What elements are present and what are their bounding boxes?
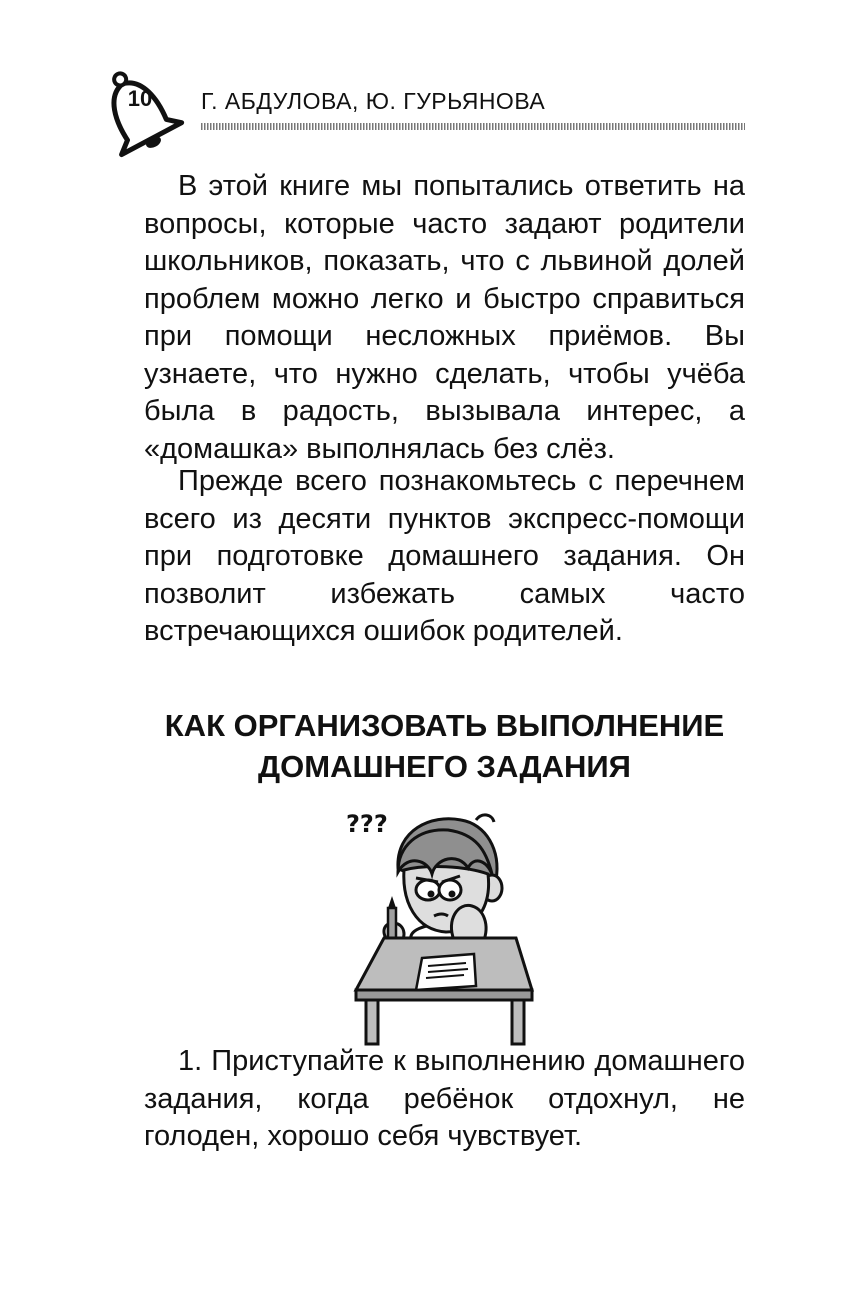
page-number: 10 bbox=[127, 86, 153, 111]
header-rule bbox=[201, 123, 745, 130]
question-marks-icon: ??? bbox=[346, 810, 388, 838]
section-heading bbox=[144, 705, 745, 787]
section-heading-line-2: ДОМАШНЕГО ЗАДАНИЯ bbox=[258, 749, 631, 784]
section-heading-line-1: КАК ОРГАНИЗОВАТЬ ВЫПОЛНЕНИЕ bbox=[164, 708, 725, 743]
intro-paragraph-2: Прежде всего познакомьтесь с перечнем всего из десяти пунктов экспресс-помощи при подготовке домашнего задания. Он позволит избежать самых часто встречающихся ошибок родителей. bbox=[144, 465, 745, 647]
running-head-authors: Г. АБДУЛОВА, Ю. ГУРЬЯНОВА bbox=[201, 88, 546, 114]
intro-paragraph-1: В этой книге мы попытались ответить на вопросы, которые часто задают родители школьников, показать, что с львиной долей проблем можно легко и быстро справиться при помощи несложных приёмов. Вы узнаете, что нужно сделать, чтобы учёба была в радость, вызывала интерес, а «домашка» выполнялась без слёз. bbox=[144, 170, 745, 465]
list-item-1: 1. Приступайте к выполнению домашнего задания, когда ребёнок отдохнул, не голоден, хорошо себя чувствует. bbox=[144, 1045, 745, 1152]
boy-homework-illustration bbox=[336, 790, 546, 1055]
